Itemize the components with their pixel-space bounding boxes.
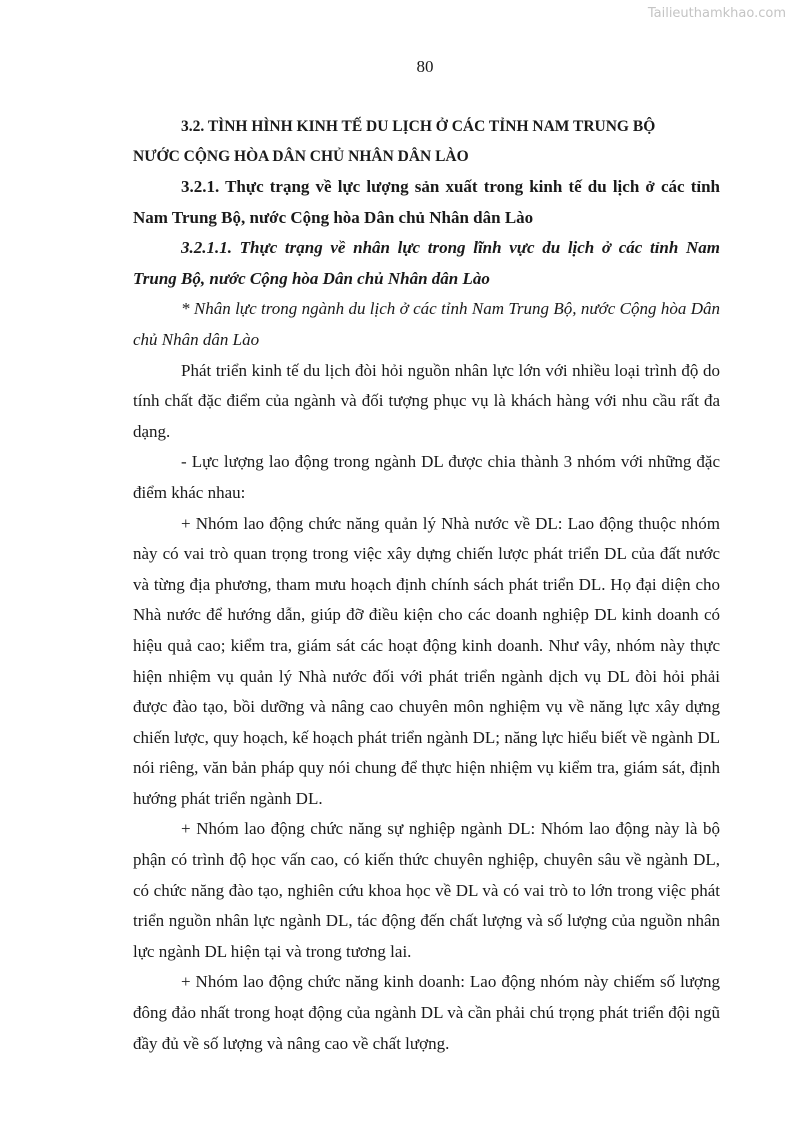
section-heading-line-2: NƯỚC CỘNG HÒA DÂN CHỦ NHÂN DÂN LÀO (133, 148, 469, 165)
paragraph: + Nhóm lao động chức năng quản lý Nhà nước về DL: Lao động thuộc nhóm này có vai trò quan trọng trong việc xây dựng chiến lược phát triển DL của đất nước và từng địa phương, tham mưu hoạch định chính sách phát triển DL. Họ đại diện cho Nhà nước để hướng dẫn, giúp đỡ điều kiện cho các doanh nghiệp DL kinh doanh có hiệu quả cao; kiểm tra, giám sát các hoạt động kinh doanh. Như vây, nhóm này thực hiện nhiệm vụ quản lý Nhà nước đối với phát triển ngành dịch vụ DL đòi hỏi phải được đào tạo, bồi dưỡng và nâng cao chuyên môn nghiệm vụ về năng lực xây dựng chiến lược, quy hoạch, kế hoạch phát triển ngành DL; năng lực hiểu biết về ngành DL nói riêng, văn bản pháp quy nói chung để thực hiện nhiệm vụ kiểm tra, giám sát, định hướng phát triển ngành DL. (133, 513, 720, 808)
section-heading-3-2-1: 3.2.1. Thực trạng về lực lượng sản xuất trong kinh tế du lịch ở các tỉnh Nam Trung Bộ, nước Cộng hòa Dân chủ Nhân dân Lào (133, 177, 720, 227)
paragraph: + Nhóm lao động chức năng kinh doanh: Lao động nhóm này chiếm số lượng đông đảo nhất trong hoạt động của ngành DL và cần phải chú trọng phát triển đội ngũ đầy đủ về số lượng và nâng cao về chất lượng. (133, 972, 720, 1053)
document-body (133, 112, 720, 1059)
page-number: 80 (416, 57, 434, 76)
section-heading-3-2-1-1: 3.2.1.1. Thực trạng về nhân lực trong lĩnh vực du lịch ở các tỉnh Nam Trung Bộ, nước Cộng hòa Dân chủ Nhân dân Lào (133, 238, 720, 288)
section-heading-line-1: 3.2. TÌNH HÌNH KINH TẾ DU LỊCH Ở CÁC TỈNH NAM TRUNG BỘ (181, 118, 656, 135)
subheading: * Nhân lực trong ngành du lịch ở các tỉnh Nam Trung Bộ, nước Cộng hòa Dân chủ Nhân dân Lào (133, 299, 720, 349)
watermark: Tailieuthamkhao.com (647, 6, 786, 21)
paragraph: Phát triển kinh tế du lịch đòi hỏi nguồn nhân lực lớn với nhiều loại trình độ do tính chất đặc điểm của ngành và đối tượng phục vụ là khách hàng với nhu cầu rất đa dạng. (133, 360, 720, 441)
paragraph: + Nhóm lao động chức năng sự nghiệp ngành DL: Nhóm lao động này là bộ phận có trình độ học vấn cao, có kiến thức chuyên nghiệp, chuyên sâu về ngành DL, có chức năng đào tạo, nghiên cứu khoa học về DL và có vai trò to lớn trong việc phát triển nguồn nhân lực ngành DL, tác động đến chất lượng và số lượng của nguồn nhân lực ngành DL hiện tại và trong tương lai. (133, 819, 720, 961)
paragraph: - Lực lượng lao động trong ngành DL được chia thành 3 nhóm với những đặc điểm khác nhau: (133, 452, 720, 502)
section-heading-3-2 (133, 112, 720, 172)
